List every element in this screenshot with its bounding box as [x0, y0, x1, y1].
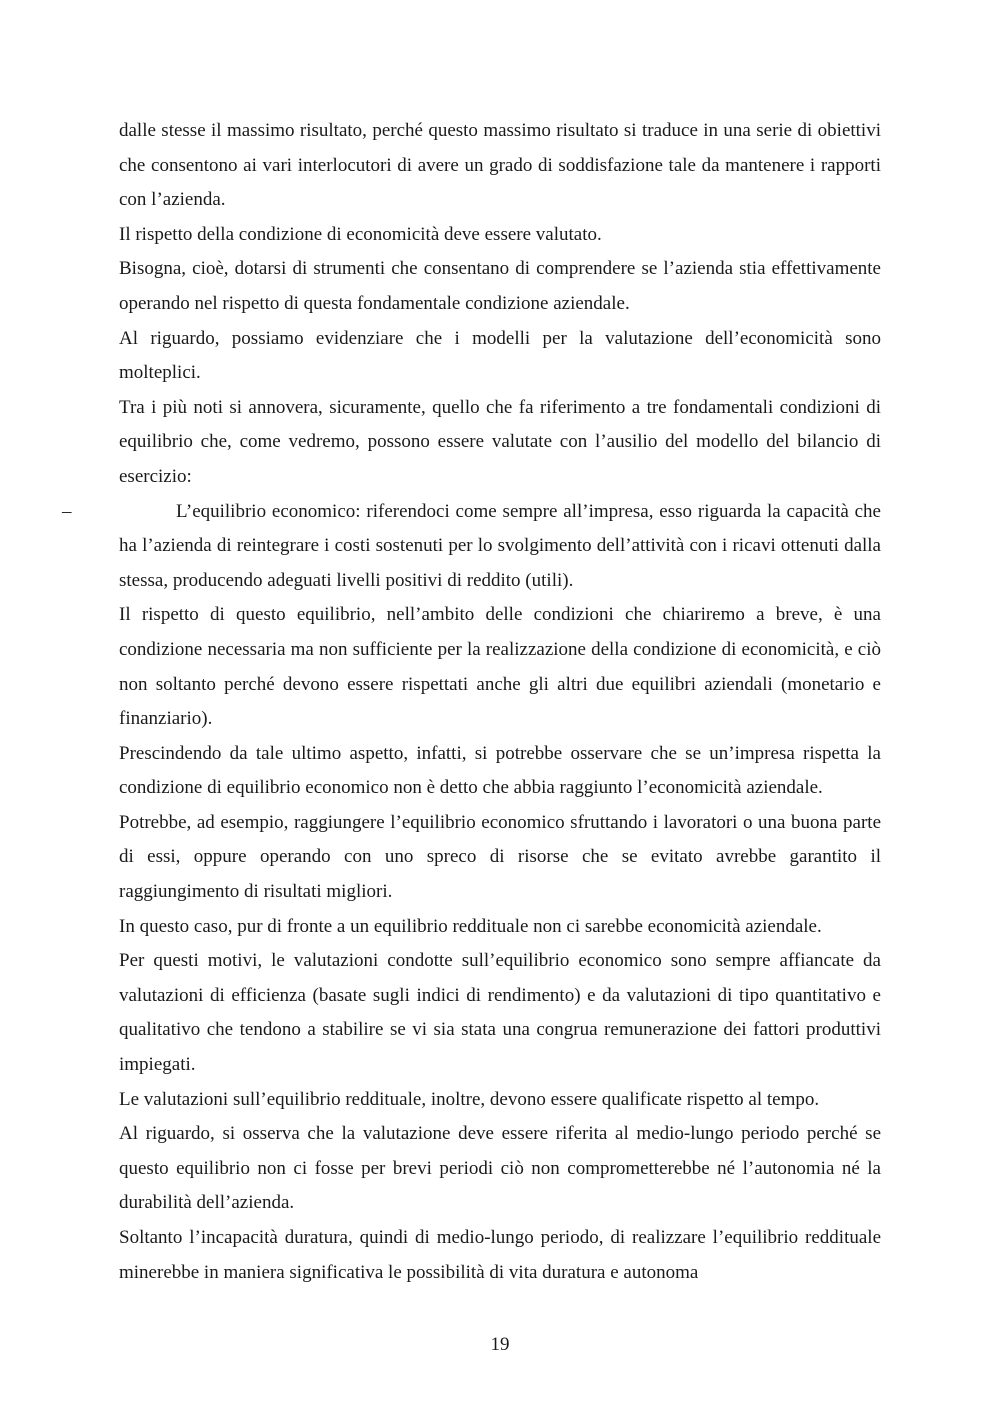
paragraph-10: Per questi motivi, le valutazioni condotte sull’equilibrio economico sono sempre affiancate da valutazioni di efficienza (basate sugli indici di rendimento) e da valutazioni di tipo quantitativo e qualitativo che tendono a stabilire se vi sia stata una congrua remunerazione dei fattori produttivi impiegati. — [119, 950, 881, 1076]
bullet-text: L’equilibrio economico: riferendoci come sempre all’impresa, esso riguarda la capacità che ha l’azienda di reintegrare i costi sostenuti per lo svolgimento dell’attività con i ricavi ottenuti dalla stessa, producendo adeguati livelli positivi di reddito (utili). — [119, 500, 881, 591]
paragraph-6: Il rispetto di questo equilibrio, nell’ambito delle condizioni che chiariremo a breve, è una condizione necessaria ma non sufficiente per la realizzazione della condizione di economicità, e ciò non soltanto perché devono essere rispettati anche gli altri due equilibri aziendali (monetario e finanziario). — [119, 604, 881, 730]
paragraph-2: Il rispetto della condizione di economicità deve essere valutato. — [119, 223, 602, 245]
paragraph-8: Potrebbe, ad esempio, raggiungere l’equilibrio economico sfruttando i lavoratori o una buona parte di essi, oppure operando con uno spreco di risorse che se evitato avrebbe garantito il raggiungimento di risultati migliori. — [119, 811, 881, 903]
paragraph-13: Soltanto l’incapacità duratura, quindi di medio-lungo periodo, di realizzare l’equilibrio reddituale minerebbe in maniera significativa le possibilità di vita duratura e autonoma — [119, 1227, 881, 1283]
paragraph-7: Prescindendo da tale ultimo aspetto, infatti, si potrebbe osservare che se un’impresa rispetta la condizione di equilibrio economico non è detto che abbia raggiunto l’economicità aziendale. — [119, 742, 881, 799]
dash-marker-icon: – — [62, 500, 72, 522]
paragraph-4: Al riguardo, possiamo evidenziare che i modelli per la valutazione dell’economicità sono molteplici. — [119, 327, 881, 384]
bullet-item — [62, 495, 881, 599]
paragraph-12: Al riguardo, si osserva che la valutazione deve essere riferita al medio-lungo periodo perché se questo equilibrio non ci fosse per brevi periodi ciò non comprometterebbe né l’autonomia né la durabilità dell’azienda. — [119, 1123, 881, 1214]
paragraph-11: Le valutazioni sull’equilibrio reddituale, inoltre, devono essere qualificate rispetto al tempo. — [119, 1088, 820, 1110]
paragraph-1: dalle stesse il massimo risultato, perché questo massimo risultato si traduce in una serie di obiettivi che consentono ai vari interlocutori di avere un grado di soddisfazione tale da mantenere i rapporti con l’azienda. — [119, 120, 881, 211]
page-number: 19 — [490, 1334, 510, 1355]
paragraph-3: Bisogna, cioè, dotarsi di strumenti che consentano di comprendere se l’azienda stia effettivamente operando nel rispetto di questa fondamentale condizione aziendale. — [119, 258, 881, 314]
paragraph-5: Tra i più noti si annovera, sicuramente, quello che fa riferimento a tre fondamentali condizioni di equilibrio che, come vedremo, possono essere valutate con l’ausilio del modello del bilancio di esercizio: — [119, 396, 881, 487]
page-body — [62, 114, 881, 1290]
paragraph-9: In questo caso, pur di fronte a un equilibrio reddituale non ci sarebbe economicità aziendale. — [119, 915, 822, 937]
